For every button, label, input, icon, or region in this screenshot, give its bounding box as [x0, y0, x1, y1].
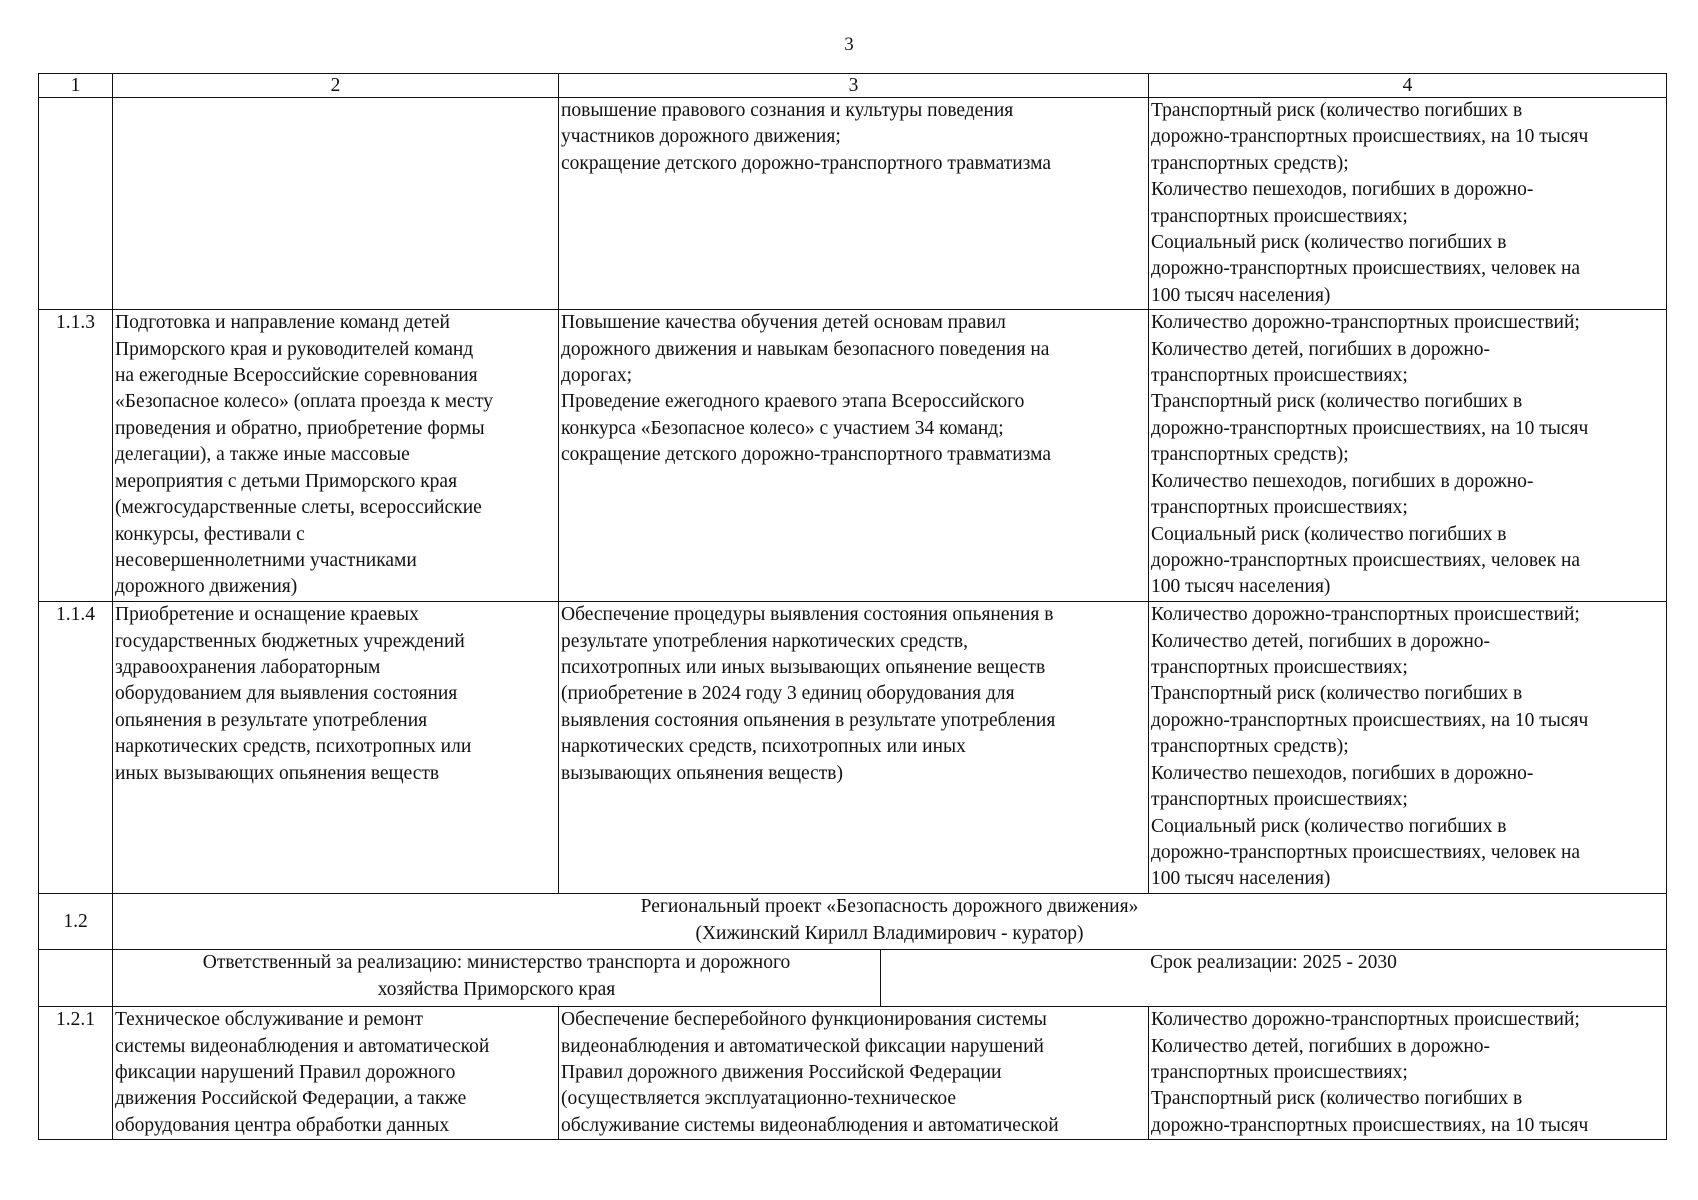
- text-line: Повышение качества обучения детей основам правил: [561, 312, 1006, 334]
- table-row: [39, 310, 1667, 602]
- text-line: системы видеонаблюдения и автоматической: [115, 1035, 490, 1057]
- text-line: 100 тысяч населения): [1151, 284, 1331, 306]
- text-line: сокращение детского дорожно-транспортного травматизма: [561, 444, 1051, 466]
- text-line: конкурсы, фестивали с: [115, 523, 305, 545]
- text-line: Количество пешеходов, погибших в дорожно-: [1151, 762, 1534, 784]
- text-line: Подготовка и направление команд детей: [115, 312, 450, 334]
- text-line: Количество пешеходов, погибших в дорожно-: [1151, 470, 1534, 492]
- table-row: [39, 602, 1667, 894]
- table-row: [39, 98, 1667, 310]
- text-line: государственных бюджетных учреждений: [115, 630, 465, 652]
- text-line: хозяйства Приморского края: [377, 978, 616, 1000]
- empty-number-cell: [39, 950, 113, 1007]
- result-cell: [559, 98, 1149, 310]
- measure-cell: [113, 602, 559, 894]
- text-line: дорожно-транспортных происшествиях, человек на: [1151, 258, 1581, 280]
- text-line: (Хижинский Кирилл Владимирович - куратор): [695, 922, 1084, 944]
- text-line: дорожно-транспортных происшествиях, на 10 тысяч: [1151, 709, 1589, 731]
- text-line: проведения и обратно, приобретение формы: [115, 417, 485, 439]
- text-line: (межгосударственные слеты, всероссийские: [115, 497, 482, 519]
- text-line: Ответственный за реализацию: министерство транспорта и дорожного: [202, 952, 791, 974]
- text-line: (осуществляется эксплуатационно-техническое: [561, 1088, 957, 1110]
- text-line: транспортных происшествиях;: [1151, 657, 1408, 679]
- text-line: несовершеннолетними участниками: [115, 549, 417, 571]
- project-info-row: [39, 950, 1667, 1007]
- program-table: [38, 73, 1667, 1140]
- text-line: Техническое обслуживание и ремонт: [115, 1009, 424, 1031]
- text-line: Количество дорожно-транспортных происшествий;: [1151, 604, 1580, 626]
- header-cell-2: 2: [113, 74, 559, 98]
- text-line: Социальный риск (количество погибших в: [1151, 815, 1507, 837]
- text-line: транспортных происшествиях;: [1151, 497, 1408, 519]
- text-line: 100 тысяч населения): [1151, 868, 1331, 890]
- text-line: психотропных или иных вызывающих опьянение веществ: [561, 657, 1046, 679]
- responsible-label: [113, 950, 881, 1006]
- project-info-cell: [113, 950, 1667, 1007]
- measure-cell: [113, 98, 559, 310]
- text-line: наркотических средств, психотропных или иных: [561, 736, 966, 758]
- text-line: обслуживание системы видеонаблюдения и автоматической: [561, 1114, 1059, 1136]
- text-line: выявления состояния опьянения в результате употребления: [561, 709, 1056, 731]
- result-cell: [559, 602, 1149, 894]
- text-line: Количество детей, погибших в дорожно-: [1151, 338, 1490, 360]
- result-cell: [559, 310, 1149, 602]
- text-line: повышение правового сознания и культуры поведения: [561, 100, 1014, 121]
- indicator-cell: [1149, 310, 1667, 602]
- text-line: транспортных средств);: [1151, 152, 1349, 174]
- text-line: Проведение ежегодного краевого этапа Всероссийского: [561, 391, 1025, 413]
- text-line: Социальный риск (количество погибших в: [1151, 523, 1507, 545]
- row-number: 1.2.1: [39, 1007, 113, 1140]
- text-line: Количество дорожно-транспортных происшествий;: [1151, 312, 1580, 334]
- text-line: иных вызывающих опьянения веществ: [115, 762, 440, 784]
- project-title: [113, 894, 1667, 950]
- text-line: Правил дорожного движения Российской Федерации: [561, 1062, 1002, 1084]
- indicator-cell: [1149, 98, 1667, 310]
- measure-cell: [113, 310, 559, 602]
- text-line: дорожного движения и навыкам безопасного поведения на: [561, 338, 1050, 360]
- text-line: Количество дорожно-транспортных происшествий;: [1151, 1009, 1580, 1031]
- text-line: Обеспечение процедуры выявления состояния опьянения в: [561, 604, 1054, 626]
- header-cell-3: 3: [559, 74, 1149, 98]
- text-line: оборудования центра обработки данных: [115, 1114, 450, 1136]
- measure-cell: [113, 1007, 559, 1140]
- result-cell: [559, 1007, 1149, 1140]
- text-line: транспортных происшествиях;: [1151, 205, 1408, 227]
- text-line: Количество детей, погибших в дорожно-: [1151, 630, 1490, 652]
- text-line: сокращение детского дорожно-транспортного травматизма: [561, 152, 1051, 174]
- text-line: Транспортный риск (количество погибших в: [1151, 100, 1523, 121]
- text-line: транспортных средств);: [1151, 736, 1349, 758]
- text-line: наркотических средств, психотропных или: [115, 736, 472, 758]
- text-line: Социальный риск (количество погибших в: [1151, 232, 1507, 254]
- row-number: 1.1.3: [39, 310, 113, 602]
- text-line: результате употребления наркотических средств,: [561, 630, 968, 652]
- text-line: 100 тысяч населения): [1151, 576, 1331, 598]
- text-line: транспортных происшествиях;: [1151, 1062, 1408, 1084]
- text-line: участников дорожного движения;: [561, 126, 841, 148]
- text-line: (приобретение в 2024 году 3 единиц оборудования для: [561, 683, 1015, 705]
- indicator-cell: [1149, 1007, 1667, 1140]
- text-line: здравоохранения лабораторным: [115, 657, 381, 679]
- page-number: 3: [844, 34, 854, 55]
- text-line: дорожного движения): [115, 576, 298, 598]
- text-line: Обеспечение бесперебойного функционирования системы: [561, 1009, 1047, 1031]
- header-cell-4: 4: [1149, 74, 1667, 98]
- text-line: транспортных средств);: [1151, 444, 1349, 466]
- text-line: мероприятия с детьми Приморского края: [115, 470, 458, 492]
- text-line: дорожно-транспортных происшествиях, на 10 тысяч: [1151, 1114, 1589, 1136]
- text-line: Транспортный риск (количество погибших в: [1151, 391, 1523, 413]
- text-line: транспортных происшествиях;: [1151, 789, 1408, 811]
- text-line: движения Российской Федерации, а также: [115, 1088, 467, 1110]
- header-row: [39, 74, 1667, 98]
- term-label: Срок реализации: 2025 - 2030: [1150, 952, 1397, 974]
- text-line: Транспортный риск (количество погибших в: [1151, 1088, 1523, 1110]
- text-line: делегации), а также иные массовые: [115, 444, 410, 466]
- text-line: транспортных происшествиях;: [1151, 365, 1408, 387]
- text-line: оборудованием для выявления состояния: [115, 683, 458, 705]
- text-line: вызывающих опьянения веществ): [561, 762, 843, 784]
- text-line: Транспортный риск (количество погибших в: [1151, 683, 1523, 705]
- row-number: [39, 98, 113, 310]
- text-line: Приобретение и оснащение краевых: [115, 604, 419, 626]
- text-line: Количество детей, погибших в дорожно-: [1151, 1035, 1490, 1057]
- text-line: Приморского края и руководителей команд: [115, 338, 474, 360]
- text-line: Региональный проект «Безопасность дорожного движения»: [640, 896, 1139, 918]
- project-title-row: [39, 894, 1667, 950]
- text-line: дорожно-транспортных происшествиях, на 10 тысяч: [1151, 417, 1589, 439]
- text-line: дорогах;: [561, 365, 632, 387]
- text-line: на ежегодные Всероссийские соревнования: [115, 365, 478, 387]
- text-line: опьянения в результате употребления: [115, 709, 428, 731]
- project-number: 1.2: [39, 894, 113, 950]
- row-number: 1.1.4: [39, 602, 113, 894]
- table-row: [39, 1007, 1667, 1140]
- text-line: видеонаблюдения и автоматической фиксации нарушений: [561, 1035, 1044, 1057]
- text-line: фиксации нарушений Правил дорожного: [115, 1062, 456, 1084]
- text-line: «Безопасное колесо» (оплата проезда к месту: [115, 391, 493, 413]
- text-line: конкурса «Безопасное колесо» с участием 34 команд;: [561, 417, 1004, 439]
- text-line: дорожно-транспортных происшествиях, человек на: [1151, 841, 1581, 863]
- indicator-cell: [1149, 602, 1667, 894]
- text-line: Количество пешеходов, погибших в дорожно-: [1151, 179, 1534, 201]
- header-cell-1: 1: [39, 74, 113, 98]
- text-line: дорожно-транспортных происшествиях, человек на: [1151, 549, 1581, 571]
- text-line: дорожно-транспортных происшествиях, на 10 тысяч: [1151, 126, 1589, 148]
